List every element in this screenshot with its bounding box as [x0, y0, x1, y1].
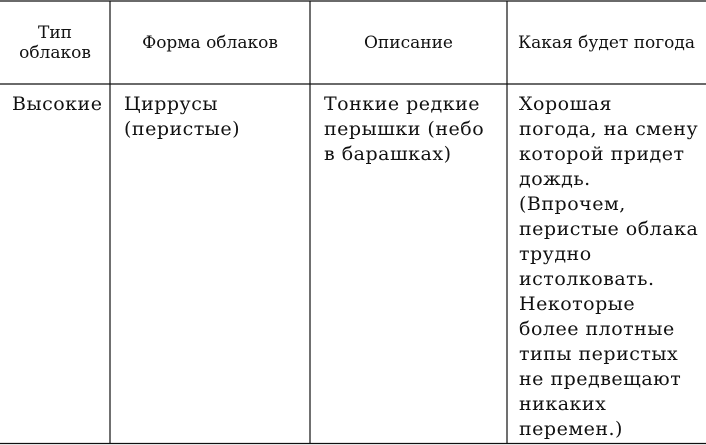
header-weather: Какая будет погода: [517, 32, 696, 53]
header-cloud-type: [0, 1, 110, 84]
cell-description-line-3: в барашках): [324, 143, 452, 165]
cell-weather-line-12: не предвещают: [519, 368, 682, 390]
cell-description-line-1: Тонкие редкие: [324, 93, 480, 115]
header-cloud-form: Форма облаков: [142, 32, 278, 53]
cell-weather-line-8: истолковать.: [519, 268, 655, 290]
cell-description: [324, 92, 484, 167]
cell-weather-line-4: дождь.: [519, 168, 591, 190]
cell-weather-line-14: перемен.): [519, 418, 623, 440]
header-description: Описание: [364, 32, 453, 53]
cell-cloud-type-text: Высокие: [12, 93, 103, 115]
cell-weather: [519, 92, 698, 442]
cell-description-line-2: перышки (небо: [324, 118, 485, 140]
cell-cloud-form-line-2: (перистые): [124, 118, 241, 140]
header-cloud-type-line-2: облаков: [19, 42, 91, 63]
cell-weather-line-5: (Впрочем,: [519, 193, 626, 215]
cell-weather-line-1: Хорошая: [519, 93, 613, 115]
cell-weather-line-11: типы перистых: [519, 343, 679, 365]
cell-weather-line-6: перистые облака: [519, 218, 699, 240]
cell-weather-line-3: которой придет: [519, 143, 685, 165]
cell-weather-line-7: трудно: [519, 243, 592, 265]
cell-cloud-type: [12, 92, 102, 117]
cell-cloud-form-line-1: Циррусы: [124, 93, 219, 115]
cell-cloud-form: [124, 92, 240, 142]
cell-weather-line-9: Некоторые: [519, 293, 636, 315]
cell-weather-line-2: погода, на смену: [519, 118, 699, 140]
header-cloud-type-line-1: Тип: [38, 22, 72, 43]
cell-weather-line-10: более плотные: [519, 318, 675, 340]
cell-weather-line-13: никаких: [519, 393, 607, 415]
